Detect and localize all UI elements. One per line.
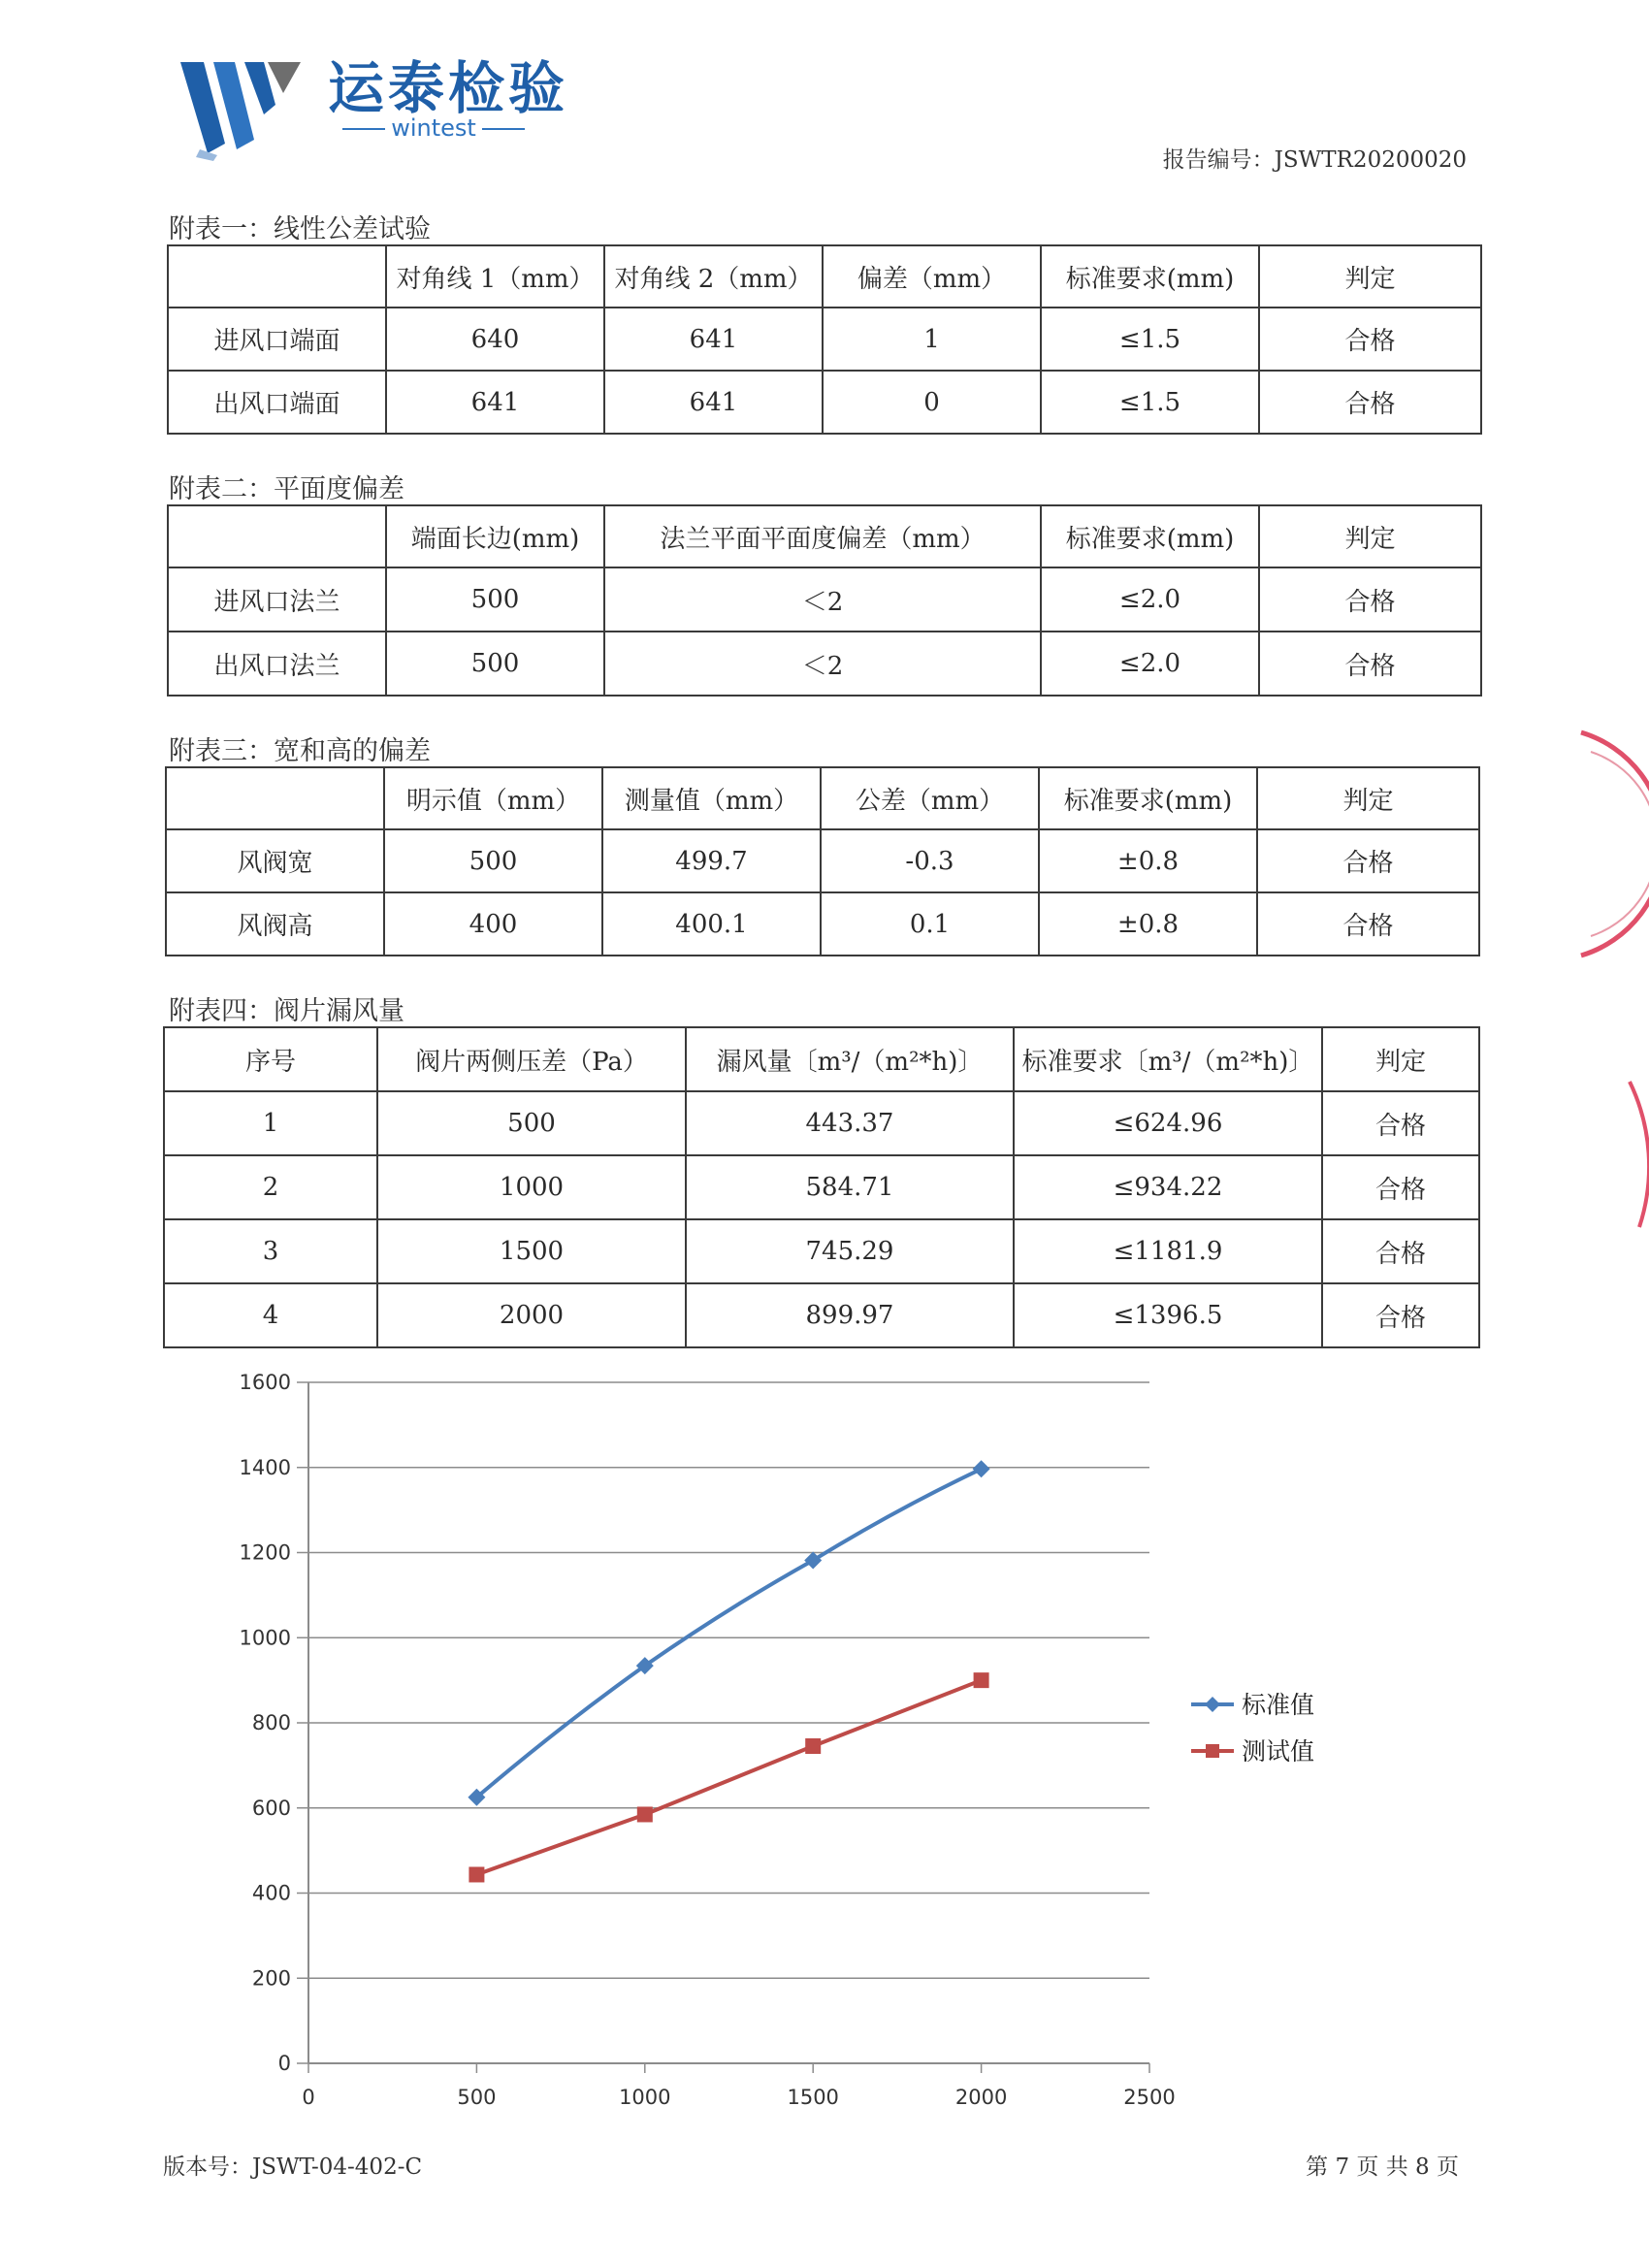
red-seal-fragment	[1571, 723, 1649, 1247]
table2-title: 附表二：平面度偏差	[169, 474, 404, 504]
y-tick-label: 1400	[239, 1455, 291, 1479]
table-cell: 1	[823, 308, 1041, 371]
table-cell: 400.1	[602, 892, 821, 956]
table-row	[164, 1283, 1479, 1347]
table-row	[164, 1219, 1479, 1283]
data-point-marker	[804, 1551, 822, 1569]
table-cell: 合格	[1257, 829, 1479, 892]
table1-header: 对角线 1（mm）	[386, 245, 604, 308]
table-cell: 745.29	[686, 1219, 1014, 1283]
table4-header: 标准要求〔m³/（m²*h)〕	[1014, 1027, 1322, 1091]
x-tick-label: 2500	[1123, 2086, 1176, 2109]
table-cell: 640	[386, 308, 604, 371]
table-cell: ≤1.5	[1041, 371, 1259, 434]
y-tick-label: 600	[251, 1796, 291, 1820]
table-cell: 4	[164, 1283, 377, 1347]
y-tick-label: 1600	[239, 1371, 291, 1394]
table2-header: 端面长边(mm)	[386, 505, 604, 567]
table-cell: -0.3	[821, 829, 1039, 892]
table-cell: 443.37	[686, 1091, 1014, 1155]
legend-label: 测试值	[1242, 1737, 1315, 1766]
table-row	[164, 1091, 1479, 1155]
table-row	[164, 1155, 1479, 1219]
table3-header	[166, 767, 384, 829]
company-name-en-text: wintest	[391, 114, 476, 142]
table1-header	[168, 245, 386, 308]
table-cell: ≤2.0	[1041, 567, 1259, 632]
series-line	[476, 1680, 981, 1874]
data-point-marker	[805, 1738, 821, 1754]
table-cell: ≤1181.9	[1014, 1219, 1322, 1283]
table-cell: ＜2	[604, 632, 1041, 696]
table-cell: 合格	[1259, 308, 1481, 371]
table4-header: 序号	[164, 1027, 377, 1091]
table-cell: ＜2	[604, 567, 1041, 632]
table3-header-row	[166, 767, 1479, 829]
table3-header: 标准要求(mm)	[1039, 767, 1257, 829]
table4-title: 附表四：阀片漏风量	[169, 996, 404, 1026]
table3-title: 附表三：宽和高的偏差	[169, 736, 431, 766]
y-tick-label: 0	[277, 2052, 291, 2075]
table-cell: 出风口端面	[168, 371, 386, 434]
table2-header: 判定	[1259, 505, 1481, 567]
table-cell: 641	[604, 371, 823, 434]
table-cell: 899.97	[686, 1283, 1014, 1347]
table-cell: ±0.8	[1039, 829, 1257, 892]
table-cell: 500	[386, 567, 604, 632]
company-logo-mark	[175, 54, 310, 161]
data-point-marker	[637, 1806, 653, 1822]
leakage-line-chart	[155, 1353, 1377, 2120]
table4-header: 判定	[1322, 1027, 1479, 1091]
table4-leakage	[163, 1026, 1480, 1348]
table-cell: 0	[823, 371, 1041, 434]
y-tick-label: 800	[251, 1711, 291, 1734]
table-cell: 499.7	[602, 829, 821, 892]
table2-header: 法兰平面平面度偏差（mm）	[604, 505, 1041, 567]
version-number: 版本号：JSWT-04-402-C	[163, 2155, 423, 2180]
table-cell: 合格	[1259, 567, 1481, 632]
table-cell: 1000	[377, 1155, 686, 1219]
table-cell: 进风口端面	[168, 308, 386, 371]
table-cell: 400	[384, 892, 602, 956]
table-cell: 2000	[377, 1283, 686, 1347]
table-cell: 风阀宽	[166, 829, 384, 892]
table-cell: 2	[164, 1155, 377, 1219]
table-cell: 出风口法兰	[168, 632, 386, 696]
table-cell: 合格	[1257, 892, 1479, 956]
company-name-en	[328, 116, 539, 140]
table-cell: ≤934.22	[1014, 1155, 1322, 1219]
table2-header	[168, 505, 386, 567]
table-cell: ≤1396.5	[1014, 1283, 1322, 1347]
table-cell: 500	[384, 829, 602, 892]
table1-header: 标准要求(mm)	[1041, 245, 1259, 308]
table-row	[168, 632, 1481, 696]
y-tick-label: 400	[251, 1881, 291, 1905]
company-name-cn: 运泰检验	[328, 55, 569, 121]
legend-marker	[1205, 1697, 1220, 1712]
report-number: 报告编号：JSWTR20200020	[1162, 147, 1467, 173]
table-cell: ≤1.5	[1041, 308, 1259, 371]
table-cell: 0.1	[821, 892, 1039, 956]
y-tick-label: 1200	[239, 1540, 291, 1565]
table-cell: ≤624.96	[1014, 1091, 1322, 1155]
table-cell: 合格	[1322, 1155, 1479, 1219]
table2-flatness	[167, 504, 1482, 697]
table-cell: 500	[377, 1091, 686, 1155]
table3-header: 公差（mm）	[821, 767, 1039, 829]
page-number: 第 7 页 共 8 页	[1306, 2155, 1459, 2180]
table-cell: 641	[604, 308, 823, 371]
table1-header: 偏差（mm）	[823, 245, 1041, 308]
table-cell: 3	[164, 1219, 377, 1283]
table3-header: 测量值（mm）	[602, 767, 821, 829]
x-tick-label: 2000	[954, 2086, 1008, 2109]
table2-header: 标准要求(mm)	[1041, 505, 1259, 567]
table-row	[166, 892, 1479, 956]
table1-header-row	[168, 245, 1481, 308]
table-cell: 641	[386, 371, 604, 434]
y-tick-label: 200	[251, 1966, 291, 1991]
table3-header: 明示值（mm）	[384, 767, 602, 829]
x-tick-label: 500	[457, 2086, 497, 2109]
x-tick-label: 1000	[619, 2086, 671, 2109]
series-line	[476, 1469, 981, 1798]
y-tick-label: 1000	[239, 1626, 291, 1650]
table-row	[166, 829, 1479, 892]
table-row	[168, 308, 1481, 371]
table-cell: 进风口法兰	[168, 567, 386, 632]
table-cell: 合格	[1322, 1283, 1479, 1347]
table-cell: 风阀高	[166, 892, 384, 956]
table-cell: 合格	[1259, 371, 1481, 434]
table-cell: 1	[164, 1091, 377, 1155]
legend-label: 标准值	[1242, 1691, 1315, 1719]
table1-header: 判定	[1259, 245, 1481, 308]
table3-header: 判定	[1257, 767, 1479, 829]
table4-header: 漏风量〔m³/（m²*h)〕	[686, 1027, 1014, 1091]
table-cell: 500	[386, 632, 604, 696]
table-cell: 合格	[1322, 1091, 1479, 1155]
table4-header: 阀片两侧压差（Pa）	[377, 1027, 686, 1091]
table-cell: ±0.8	[1039, 892, 1257, 956]
data-point-marker	[973, 1460, 990, 1477]
table-cell: 1500	[377, 1219, 686, 1283]
x-tick-label: 1500	[787, 2086, 839, 2109]
table-row	[168, 371, 1481, 434]
x-tick-label: 0	[302, 2086, 315, 2109]
table-row	[168, 567, 1481, 632]
table-cell: 584.71	[686, 1155, 1014, 1219]
data-point-marker	[974, 1672, 989, 1688]
table-cell: ≤2.0	[1041, 632, 1259, 696]
table-cell: 合格	[1322, 1219, 1479, 1283]
table4-header-row	[164, 1027, 1479, 1091]
table1-header: 对角线 2（mm）	[604, 245, 823, 308]
table1-linear-tolerance	[167, 244, 1482, 435]
table1-title: 附表一：线性公差试验	[169, 214, 431, 244]
data-point-marker	[469, 1866, 484, 1882]
legend-marker	[1206, 1744, 1219, 1758]
table3-width-height	[165, 766, 1480, 956]
table2-header-row	[168, 505, 1481, 567]
table-cell: 合格	[1259, 632, 1481, 696]
